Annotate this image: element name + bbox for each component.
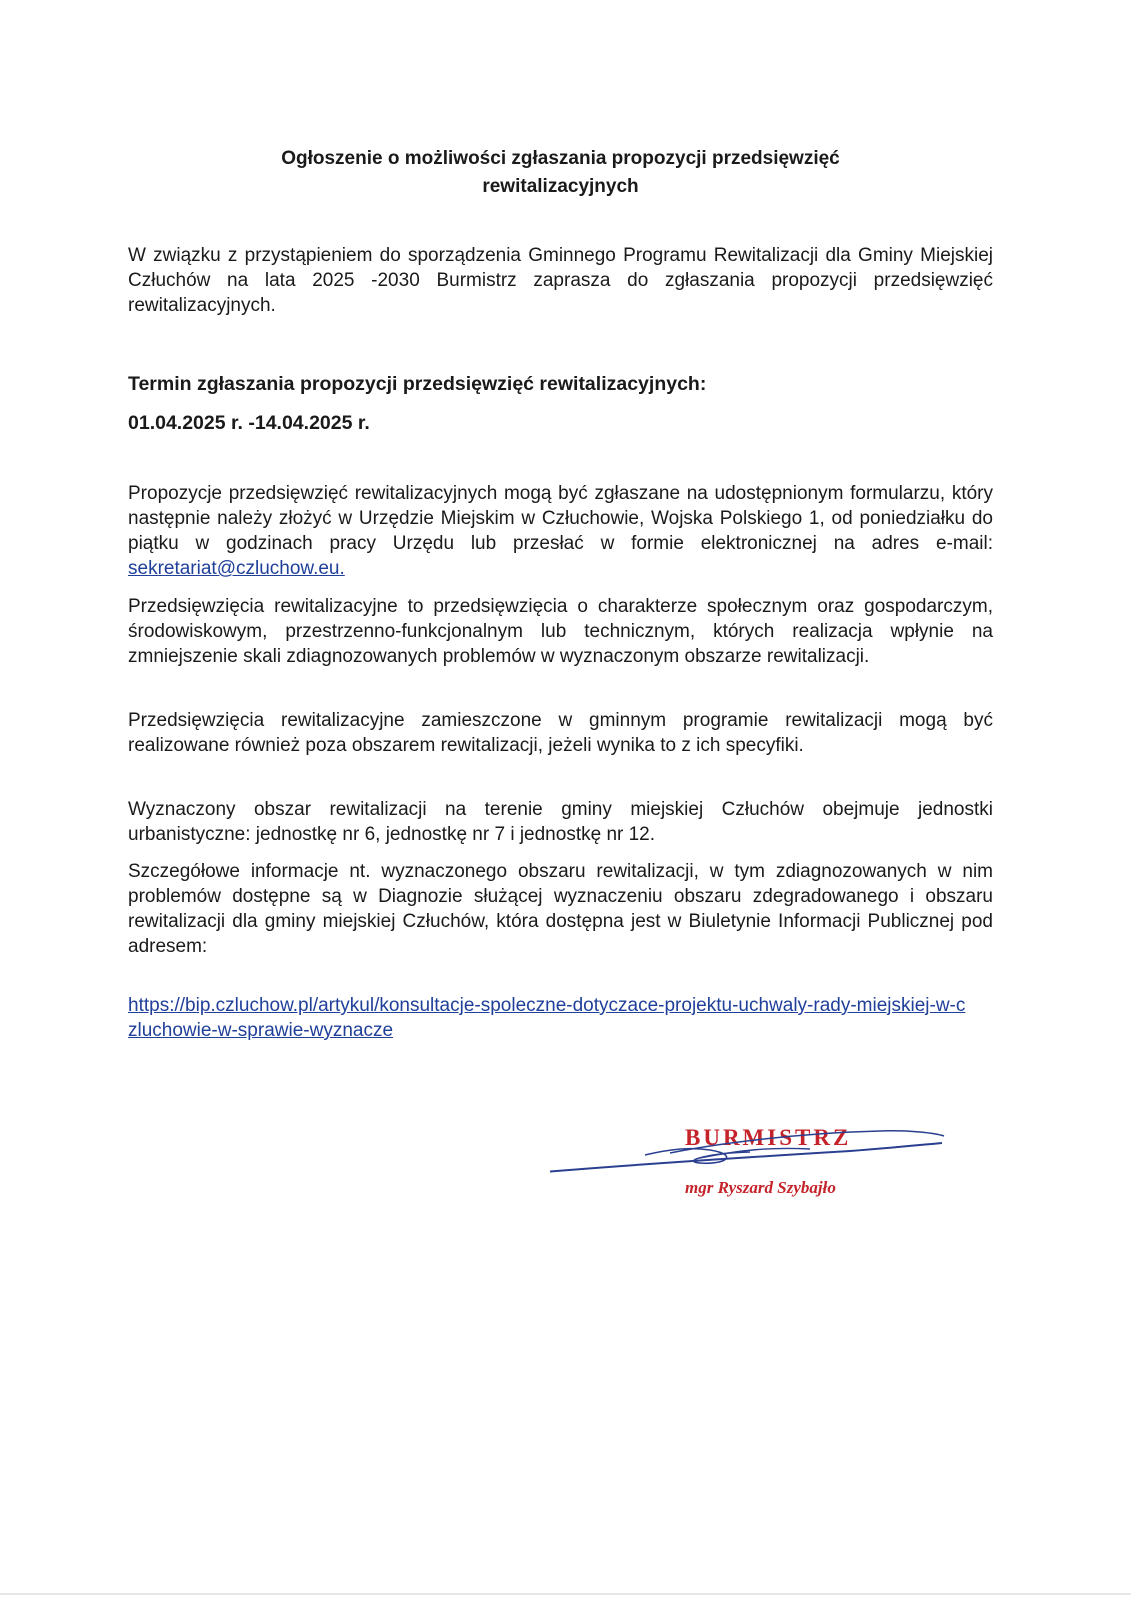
signature-scribble (550, 1125, 970, 1225)
submission-paragraph (128, 481, 993, 581)
details-paragraph: Szczegółowe informacje nt. wyznaczonego obszaru rewitalizacji, w tym zdiagnozowanych w nim problemów dostępne są w Diagnozie służącej wyznaczeniu obszaru zdegradowanego i obszaru rewitalizacji dla gminy miejskiej Człuchów, która dostępna jest w Biuletynie Informacji Publicznej pod adresem: (128, 861, 993, 957)
document-title: Ogłoszenie o możliwości zgłaszania propozycji przedsięwzięć rewitalizacyjnych (281, 148, 840, 197)
stamp-name: mgr Ryszard Szybajło (685, 1178, 836, 1197)
submission-text: Propozycje przedsięwzięć rewitalizacyjnych mogą być zgłaszane na udostępnionym formularzu, który następnie należy złożyć w Urzędzie Miejskim w Człuchowie, Wojska Polskiego 1, od poniedziałku do piątku w godzinach pracy Urzędu lub przesłać w formie elektronicznej na adres e-mail: (128, 483, 993, 554)
bip-url (128, 993, 968, 1043)
deadline-label: Termin zgłaszania propozycji przedsięwzięć rewitalizacyjnych: (128, 373, 707, 395)
scope-paragraph: Przedsięwzięcia rewitalizacyjne zamieszczone w gminnym programie rewitalizacji mogą być realizowane również poza obszarem rewitalizacji, jeżeli wynika to z ich specyfiki. (128, 710, 993, 756)
area-paragraph: Wyznaczony obszar rewitalizacji na terenie gminy miejskiej Człuchów obejmuje jednostki urbanistyczne: jednostkę nr 6, jednostkę nr 7 i jednostkę nr 12. (128, 799, 993, 845)
stamp-title: BURMISTRZ (685, 1125, 852, 1150)
deadline-dates: 01.04.2025 r. -14.04.2025 r. (128, 412, 370, 434)
email-link[interactable]: sekretariat@czluchow.eu. (128, 558, 345, 579)
signature-stamp (550, 1125, 970, 1225)
bip-link[interactable]: https://bip.czluchow.pl/artykul/konsultacje-spoleczne-dotyczace-projektu-uchwaly-rady-miejskiej-w-czluchowie-w-sprawie-wyznacze (128, 995, 966, 1041)
definition-paragraph: Przedsięwzięcia rewitalizacyjne to przedsięwzięcia o charakterze społecznym oraz gospodarczym, środowiskowym, przestrzenno-funkcjonalnym lub technicznym, których realizacja wpłynie na zmniejszenie skali zdiagnozowanych problemów w wyznaczonym obszarze rewitalizacji. (128, 596, 993, 667)
scan-edge (0, 1593, 1131, 1595)
intro-paragraph: W związku z przystąpieniem do sporządzenia Gminnego Programu Rewitalizacji dla Gminy Miejskiej Człuchów na lata 2025 -2030 Burmistrz zaprasza do zgłaszania propozycji przedsięwzięć rewitalizacyjnych. (128, 245, 993, 316)
